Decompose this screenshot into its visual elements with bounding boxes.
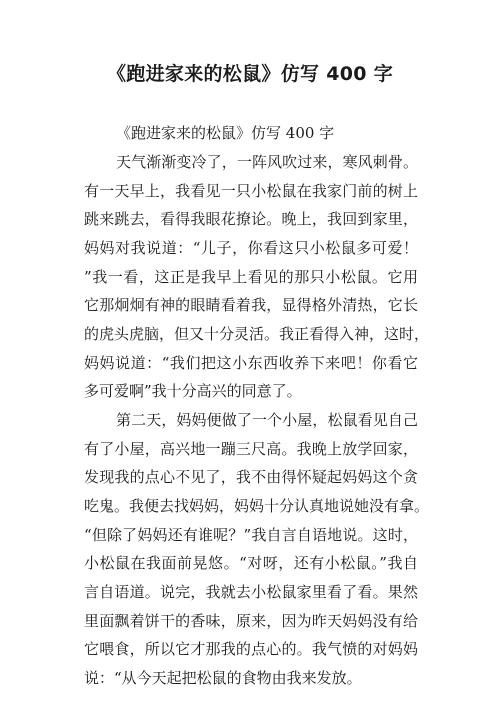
text-line: 言自语道。说完，我就去小松鼠家里看了看。果然: [84, 583, 418, 601]
page-title: 《跑进家来的松鼠》仿写 400 字: [107, 63, 393, 85]
text-line: 有了小屋，高兴地一蹦三尺高。我晚上放学回家，: [84, 440, 418, 458]
text-line: 妈妈说道：“我们把这小东西收养下来吧！你看它: [84, 354, 418, 372]
text-line: 天气渐渐变冷了，一阵风吹过来，寒风刺骨。: [116, 153, 418, 171]
text-line: 跳来跳去，看得我眼花撩论。晚上，我回到家里，: [84, 210, 418, 228]
text-line: 小松鼠在我面前晃悠。“对呀，还有小松鼠。”我自: [84, 554, 418, 572]
text-line: “但除了妈妈还有谁呢？”我自言自语地说。这时，: [84, 526, 418, 544]
text-line: 有一天早上，我看见一只小松鼠在我家门前的树上: [84, 182, 418, 200]
text-line: 它那炯炯有神的眼睛看着我，显得格外清热，它长: [84, 296, 418, 314]
text-line: ”我一看，这正是我早上看见的那只小松鼠。它用: [84, 268, 418, 286]
text-line: 第二天，妈妈便做了一个小屋，松鼠看见自己: [116, 411, 418, 429]
text-line: 的虎头虎脑，但又十分灵活。我正看得入神，这时，: [84, 325, 430, 343]
text-line: 它喂食，所以它才那我的点心的。我气愤的对妈妈: [84, 640, 418, 658]
text-line: 吃鬼。我便去找妈妈，妈妈十分认真地说她没有拿。: [84, 497, 430, 515]
text-line: 妈妈对我说道：“儿子，你看这只小松鼠多可爱！: [84, 239, 418, 257]
text-line: 发现我的点心不见了，我不由得怀疑起妈妈这个贪: [84, 468, 418, 486]
article-subtitle: 《跑进家来的松鼠》仿写 400 字: [116, 124, 335, 142]
text-line: 里面飘着饼干的香味，原来，因为昨天妈妈没有给: [84, 612, 418, 630]
text-line: 说：“从今天起把松鼠的食物由我来发放。: [84, 669, 362, 687]
text-line: 多可爱啊”我十分高兴的同意了。: [84, 382, 302, 400]
